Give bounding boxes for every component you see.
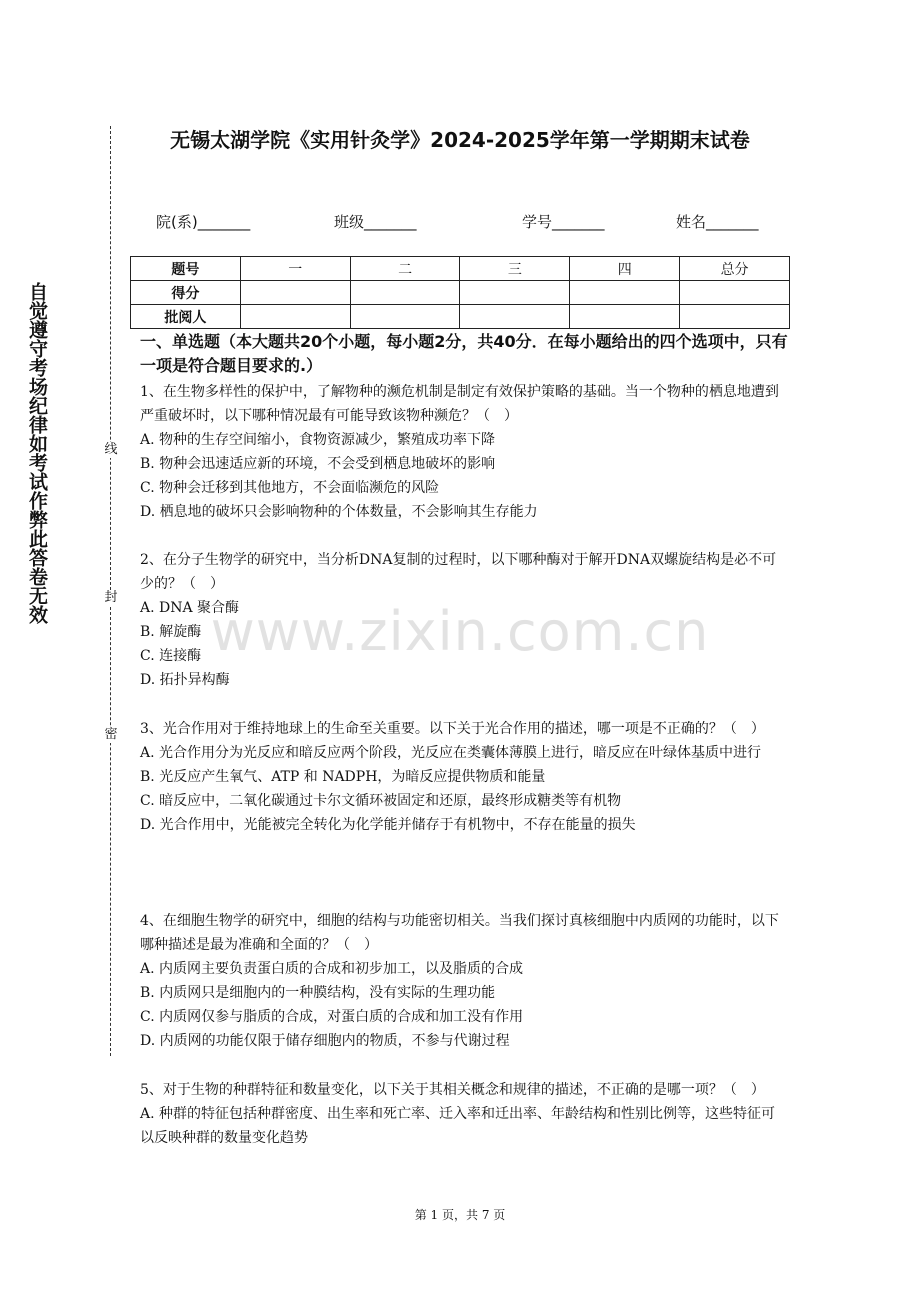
- header-cell: 题号: [131, 257, 241, 281]
- header-cell: 总分: [680, 257, 790, 281]
- exam-discipline-note: 自觉遵守考场纪律如考试作弊此答卷无效: [26, 282, 48, 624]
- exam-title: 无锡太湖学院《实用针灸学》2024-2025学年第一学期期末试卷: [170, 128, 750, 152]
- option: B. 解旋酶: [140, 624, 202, 640]
- score-cell: [680, 281, 790, 305]
- option: A. 物种的生存空间缩小，食物资源减少，繁殖成功率下降: [140, 432, 496, 448]
- header-cell: 二: [350, 257, 460, 281]
- option: C. 连接酶: [140, 648, 202, 664]
- question-5: [140, 1078, 788, 1150]
- header-cell: 三: [460, 257, 570, 281]
- question-stem: 5、对于生物的种群特征和数量变化，以下关于其相关概念和规律的描述，不正确的是哪一项？（ ）: [140, 1082, 765, 1098]
- cut-line-char-mi: 密: [104, 727, 118, 742]
- option: A. 种群的特征包括种群密度、出生率和死亡率、迁入率和迁出率、年龄结构和性别比例等，这些特征可以反映种群的数量变化趋势: [140, 1106, 776, 1146]
- question-stem: 3、光合作用对于维持地球上的生命至关重要。以下关于光合作用的描述，哪一项是不正确的？（ ）: [140, 721, 765, 737]
- option: A. DNA 聚合酶: [140, 600, 240, 616]
- option: B. 内质网只是细胞内的一种膜结构，没有实际的生理功能: [140, 985, 496, 1001]
- score-table: [130, 256, 790, 329]
- option: D. 内质网的功能仅限于储存细胞内的物质，不参与代谢过程: [140, 1033, 510, 1049]
- score-cell: [460, 281, 570, 305]
- option: C. 物种会迁移到其他地方，不会面临濒危的风险: [140, 480, 440, 496]
- reviewer-cell: [570, 305, 680, 329]
- question-stem: 1、在生物多样性的保护中，了解物种的濒危机制是制定有效保护策略的基础。当一个物种的栖息地遭到严重破坏时，以下哪种情况最有可能导致该物种濒危？（ ）: [140, 384, 779, 424]
- question-stem: 2、在分子生物学的研究中，当分析DNA复制的过程时，以下哪种酶对于解开DNA双螺旋结构是必不可少的？（ ）: [140, 552, 777, 592]
- question-stem: 4、在细胞生物学的研究中，细胞的结构与功能密切相关。当我们探讨真核细胞中内质网的功能时，以下哪种描述是最为准确和全面的？（ ）: [140, 913, 779, 953]
- option: D. 栖息地的破坏只会影响物种的个体数量，不会影响其生存能力: [140, 504, 538, 520]
- score-row: [131, 281, 790, 305]
- row-label: 得分: [131, 281, 241, 305]
- name-field: 姓名_______: [676, 213, 759, 231]
- score-table-header-row: [131, 257, 790, 281]
- option: C. 内质网仅参与脂质的合成，对蛋白质的合成和加工没有作用: [140, 1009, 524, 1025]
- reviewer-cell: [680, 305, 790, 329]
- watermark: www.zixin.com.cn: [210, 600, 710, 663]
- option: B. 光反应产生氧气、ATP 和 NADPH，为暗反应提供物质和能量: [140, 769, 546, 785]
- option: D. 拓扑异构酶: [140, 672, 230, 688]
- row-label: 批阅人: [131, 305, 241, 329]
- reviewer-cell: [240, 305, 350, 329]
- question-1: [140, 380, 788, 524]
- score-cell: [240, 281, 350, 305]
- question-3: [140, 717, 788, 837]
- student-id-field: 学号_______: [522, 213, 605, 231]
- score-cell: [570, 281, 680, 305]
- page-footer: 第 1 页，共 7 页: [414, 1208, 506, 1222]
- option: D. 光合作用中，光能被完全转化为化学能并储存于有机物中，不存在能量的损失: [140, 817, 636, 833]
- cut-line-char-feng: 封: [104, 590, 118, 605]
- reviewer-cell: [460, 305, 570, 329]
- option: B. 物种会迅速适应新的环境，不会受到栖息地破坏的影响: [140, 456, 496, 472]
- header-cell: 四: [570, 257, 680, 281]
- score-cell: [350, 281, 460, 305]
- option: A. 内质网主要负责蛋白质的合成和初步加工，以及脂质的合成: [140, 961, 524, 977]
- cut-line-char-xian: 线: [104, 442, 118, 457]
- question-4: [140, 909, 788, 1053]
- section-title: 一、单选题（本大题共20个小题，每小题2分，共40分．在每小题给出的四个选项中，只有一项是符合题目要求的.）: [140, 332, 788, 375]
- reviewer-row: [131, 305, 790, 329]
- option: C. 暗反应中，二氧化碳通过卡尔文循环被固定和还原，最终形成糖类等有机物: [140, 793, 622, 809]
- class-field: 班级_______: [334, 213, 417, 231]
- dept-field: 院(系)_______: [156, 213, 251, 231]
- header-cell: 一: [240, 257, 350, 281]
- option: A. 光合作用分为光反应和暗反应两个阶段，光反应在类囊体薄膜上进行，暗反应在叶绿体基质中进行: [140, 745, 762, 761]
- reviewer-cell: [350, 305, 460, 329]
